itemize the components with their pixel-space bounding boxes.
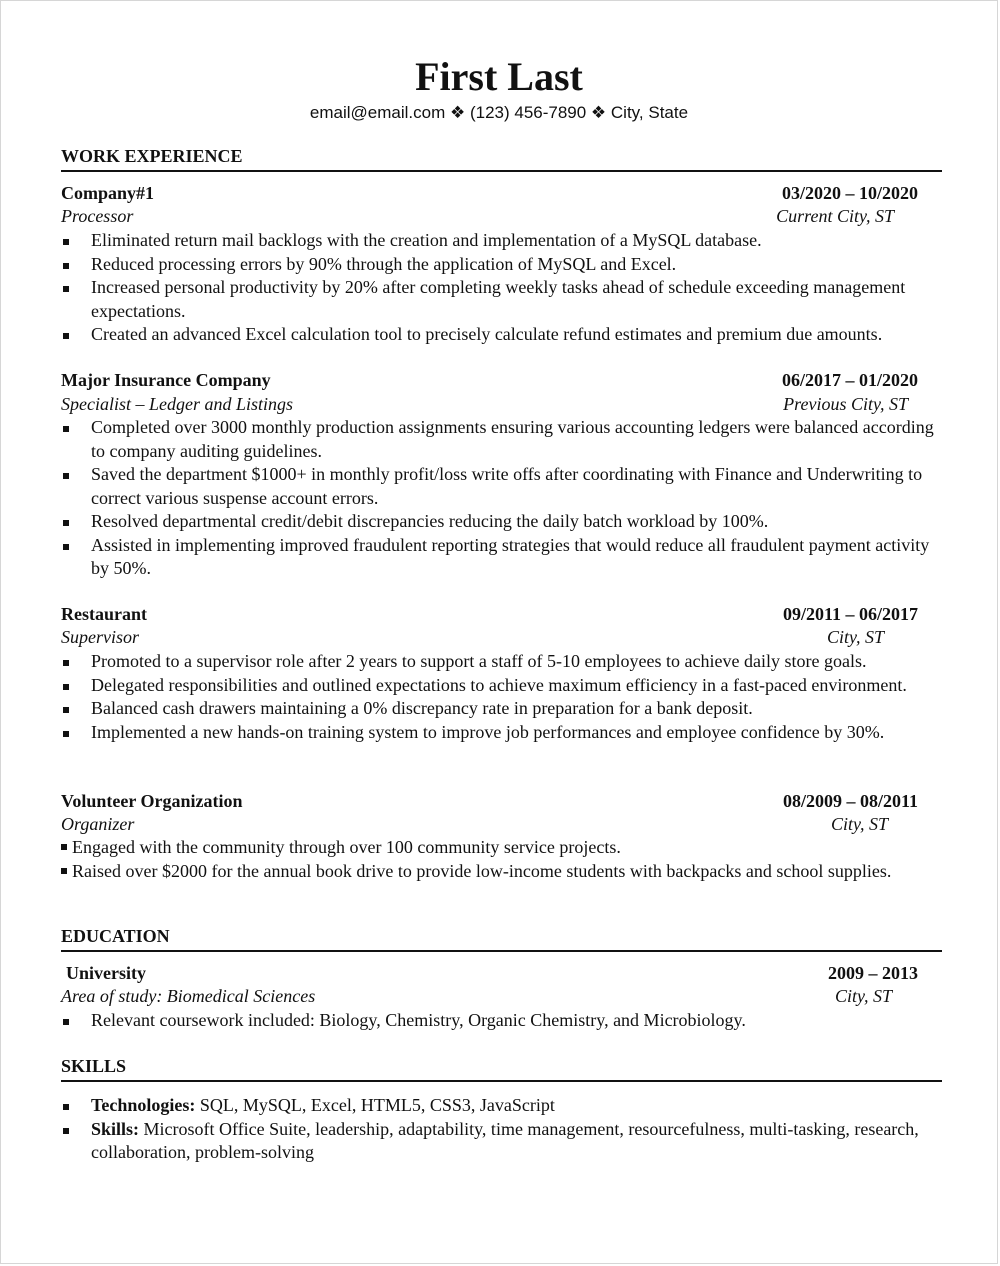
job-dates: 03/2020 – 10/2020 — [781, 183, 918, 203]
bullet-square-icon — [63, 426, 69, 432]
list-item: Delegated responsibilities and outlined expectations to achieve maximum efficiency in a fast-paced environment. — [61, 674, 941, 698]
skills-list — [61, 1094, 941, 1165]
list-item: Implemented a new hands-on training system to improve job performances and employee confidence by 30%. — [61, 721, 941, 745]
bullet-square-icon — [63, 1019, 69, 1025]
education-heading: EDUCATION — [61, 925, 942, 952]
bullet-square-icon — [63, 239, 69, 245]
bullet-square-icon — [63, 544, 69, 550]
contact-line: email@email.com ❖ (123) 456-7890 ❖ City, State — [309, 103, 689, 122]
skill-text: SQL, MySQL, Excel, HTML5, CSS3, JavaScript — [195, 1095, 555, 1115]
job-dates: 06/2017 – 01/2020 — [781, 370, 918, 390]
list-item: Promoted to a supervisor role after 2 years to support a staff of 5-10 employees to achieve daily store goals. — [61, 650, 941, 674]
bullet-square-icon — [63, 660, 69, 666]
job-role: Specialist – Ledger and Listings — [61, 394, 294, 414]
list-item: Completed over 3000 monthly production assignments ensuring various accounting ledgers were balanced according to company auditing guidelines. — [61, 416, 941, 463]
job-location: City, ST — [826, 627, 884, 647]
candidate-name: First Last — [415, 54, 583, 99]
list-item: Reduced processing errors by 90% through the application of MySQL and Excel. — [61, 253, 941, 277]
list-item: Raised over $2000 for the annual book drive to provide low-income students with backpacks and school supplies. — [61, 860, 921, 884]
work-experience-heading: WORK EXPERIENCE — [61, 145, 942, 172]
bullet-square-icon — [61, 868, 67, 874]
job-dates: 09/2011 – 06/2017 — [782, 604, 918, 624]
company-name: Volunteer Organization — [61, 791, 243, 811]
bullet-square-icon — [63, 1128, 69, 1134]
job-location: Current City, ST — [776, 206, 894, 226]
list-item: Eliminated return mail backlogs with the creation and implementation of a MySQL database. — [61, 229, 941, 253]
bullet-square-icon — [63, 707, 69, 713]
list-item: Resolved departmental credit/debit discrepancies reducing the daily batch workload by 100%. — [61, 510, 941, 534]
list-item: Assisted in implementing improved fraudulent reporting strategies that would reduce all fraudulent payment activity by 50%. — [61, 534, 941, 581]
school-name: University — [66, 963, 146, 983]
job-location: Previous City, ST — [783, 394, 908, 414]
company-name: Company#1 — [61, 183, 155, 203]
job-role: Supervisor — [61, 627, 139, 647]
bullet-square-icon — [63, 473, 69, 479]
list-item: Created an advanced Excel calculation tool to precisely calculate refund estimates and premium due amounts. — [61, 323, 941, 347]
job-bullets — [61, 650, 941, 744]
list-item: Relevant coursework included: Biology, Chemistry, Organic Chemistry, and Microbiology. — [61, 1009, 941, 1033]
field-of-study: Area of study: Biomedical Sciences — [61, 986, 316, 1006]
list-item — [61, 1094, 941, 1118]
list-item: Engaged with the community through over 100 community service projects. — [61, 836, 921, 860]
company-name: Major Insurance Company — [61, 370, 271, 390]
bullet-square-icon — [63, 520, 69, 526]
company-name: Restaurant — [61, 604, 147, 624]
skill-label: Skills: — [91, 1118, 140, 1139]
bullet-square-icon — [63, 684, 69, 690]
job-bullets — [61, 836, 921, 883]
bullet-square-icon — [63, 263, 69, 269]
bullet-square-icon — [61, 844, 67, 850]
job-role: Processor — [61, 206, 134, 226]
job-role: Organizer — [61, 814, 135, 834]
education-location: City, ST — [834, 986, 892, 1006]
job-location: City, ST — [830, 814, 888, 834]
bullet-square-icon — [63, 286, 69, 292]
education-bullets — [61, 1009, 941, 1033]
bullet-square-icon — [63, 333, 69, 339]
skill-label: Technologies: — [91, 1095, 196, 1115]
education-dates: 2009 – 2013 — [828, 963, 918, 983]
list-item: Saved the department $1000+ in monthly profit/loss write offs after coordinating with Finance and Underwriting to correct various suspense account errors. — [61, 463, 941, 510]
list-item: Balanced cash drawers maintaining a 0% discrepancy rate in preparation for a bank deposit. — [61, 697, 941, 721]
skill-text: Microsoft Office Suite, leadership, adaptability, time management, resourcefulness, multi-tasking, research, collaboration, problem-solving — [91, 1118, 919, 1162]
bullet-square-icon — [63, 1104, 69, 1110]
job-bullets — [61, 416, 941, 581]
list-item — [61, 1118, 941, 1165]
job-dates: 08/2009 – 08/2011 — [782, 791, 918, 811]
list-item: Increased personal productivity by 20% after completing weekly tasks ahead of schedule exceeding management expectations. — [61, 276, 941, 323]
bullet-square-icon — [63, 731, 69, 737]
skills-heading: SKILLS — [61, 1055, 942, 1082]
job-bullets — [61, 229, 941, 347]
